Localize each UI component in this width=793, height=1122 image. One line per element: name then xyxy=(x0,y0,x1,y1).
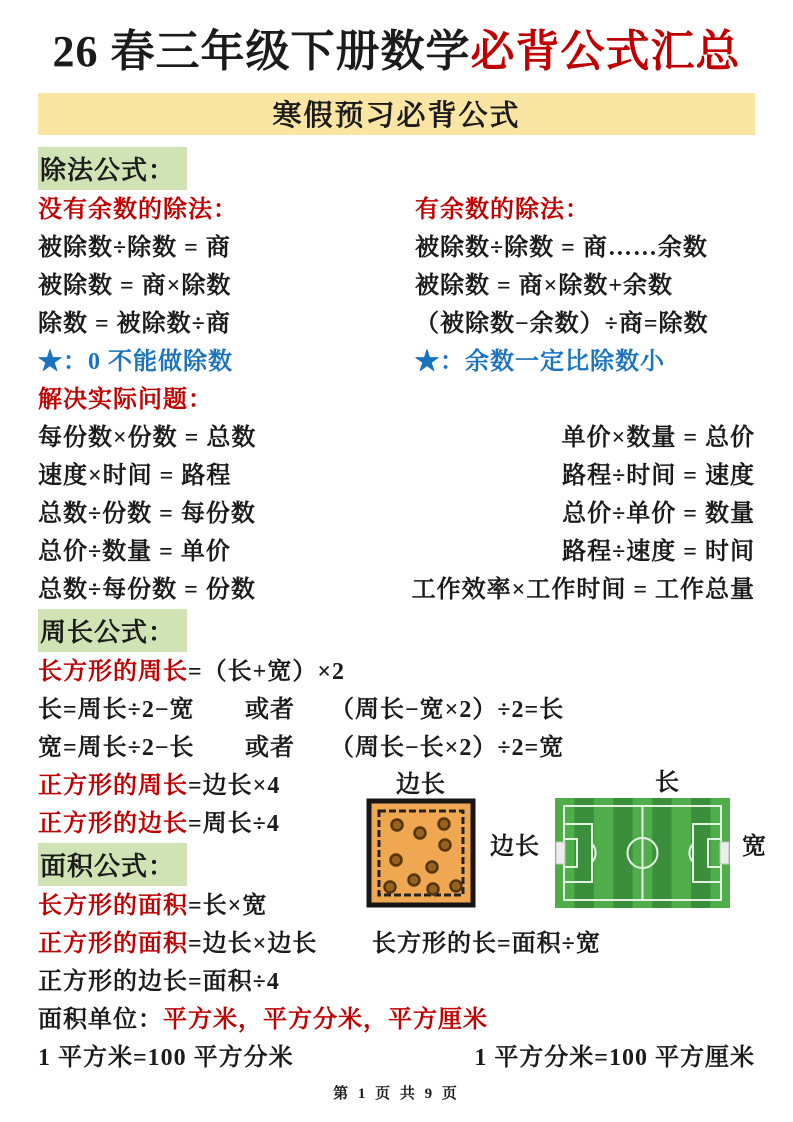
formula: （周长−宽×2）÷2=长 xyxy=(330,697,565,724)
formula: 工作效率×工作时间 = 工作总量 xyxy=(411,577,755,604)
division-formula-row xyxy=(38,264,755,302)
formula: 长=周长÷2−宽 xyxy=(38,697,195,724)
division-note-row xyxy=(38,340,755,378)
formula: =长×宽 xyxy=(188,893,268,920)
section-heading-area: 面积公式： xyxy=(38,843,187,886)
formula: （被除数−余数）÷商=除数 xyxy=(415,311,709,338)
division-heading-row xyxy=(38,150,755,188)
section-heading-perimeter: 周长公式： xyxy=(38,609,187,652)
formula-label: 长方形的周长 xyxy=(38,659,188,686)
practical-heading-row xyxy=(38,378,755,416)
formula: 长方形的长=面积÷宽 xyxy=(372,931,601,958)
width-formula-row xyxy=(38,726,755,764)
formula: 被除数 = 商×除数+余数 xyxy=(415,273,674,300)
formula: 总价÷单价 = 数量 xyxy=(562,501,755,528)
formula-label: 正方形的边长 xyxy=(38,811,188,838)
formula: 被除数÷除数 = 商……余数 xyxy=(415,235,708,262)
division-formula-row xyxy=(38,226,755,264)
practical-row xyxy=(38,454,755,492)
formula-label: 正方形的面积 xyxy=(38,931,188,958)
or-word: 或者 xyxy=(245,735,295,762)
section-heading-division: 除法公式： xyxy=(38,147,187,190)
note-remainder-smaller: ★：余数一定比除数小 xyxy=(415,349,665,376)
perimeter-heading-row xyxy=(38,612,755,650)
note-zero-divisor: ★：0 不能做除数 xyxy=(38,349,233,376)
practical-row xyxy=(38,530,755,568)
formula: 被除数 = 商×除数 xyxy=(38,273,232,300)
formula: =（长+宽）×2 xyxy=(188,659,346,686)
field-side-label: 宽 xyxy=(742,834,767,860)
square-side-area-row xyxy=(38,960,755,998)
formula: 被除数÷除数 = 商 xyxy=(38,235,231,262)
formula: 路程÷时间 = 速度 xyxy=(562,463,755,490)
formula: 1 平方分米=100 平方厘米 xyxy=(474,1045,755,1072)
content xyxy=(0,150,793,1074)
section-heading-practical: 解决实际问题： xyxy=(38,387,213,414)
formula: 路程÷速度 = 时间 xyxy=(562,539,755,566)
formula: 除数 = 被除数÷商 xyxy=(38,311,231,338)
page-title xyxy=(0,0,793,79)
square-cookie-figure xyxy=(366,798,476,908)
formula: 总数÷每份数 = 份数 xyxy=(38,577,256,604)
units-label: 面积单位： xyxy=(38,1007,163,1034)
formula-label: 长方形的面积 xyxy=(38,893,188,920)
with-remainder-subheading: 有余数的除法： xyxy=(415,197,590,224)
square-side-label: 边长 xyxy=(490,834,540,860)
or-word: 或者 xyxy=(245,697,295,724)
practical-row xyxy=(38,416,755,454)
division-formula-row xyxy=(38,302,755,340)
title-red-part: 必背公式汇总 xyxy=(470,27,741,76)
banner xyxy=(38,93,755,135)
formula: 每份数×份数 = 总数 xyxy=(38,425,257,452)
unit-conversion-row xyxy=(38,1036,755,1074)
formula: 1 平方米=100 平方分米 xyxy=(38,1045,294,1072)
page-number: 第 1 页 共 9 页 xyxy=(333,1085,460,1102)
formula: 总数÷份数 = 每份数 xyxy=(38,501,256,528)
formula: 总价÷数量 = 单价 xyxy=(38,539,231,566)
practical-row xyxy=(38,568,755,606)
formula: （周长−长×2）÷2=宽 xyxy=(330,735,565,762)
area-units-row xyxy=(38,998,755,1036)
square-area-row xyxy=(38,922,755,960)
formula: 宽=周长÷2−长 xyxy=(38,735,195,762)
formula: 速度×时间 = 路程 xyxy=(38,463,232,490)
square-top-label: 边长 xyxy=(396,772,446,798)
formula: 正方形的边长=面积÷4 xyxy=(38,969,280,996)
units-value: 平方米，平方分米，平方厘米 xyxy=(163,1007,488,1034)
formula: =周长÷4 xyxy=(188,811,280,838)
division-subheading-row xyxy=(38,188,755,226)
square-area-formula xyxy=(38,923,372,958)
rect-perimeter-row xyxy=(38,650,755,688)
formula: =边长×边长 xyxy=(188,931,318,958)
football-field-figure xyxy=(555,798,730,908)
formula: 单价×数量 = 总价 xyxy=(561,425,755,452)
field-top-label: 长 xyxy=(655,770,680,796)
no-remainder-subheading: 没有余数的除法： xyxy=(38,197,238,224)
length-formula-row xyxy=(38,688,755,726)
title-black-part: 26 春三年级下册数学 xyxy=(52,27,471,76)
practical-row xyxy=(38,492,755,530)
formula: =边长×4 xyxy=(188,773,281,800)
banner-text: 寒假预习必背公式 xyxy=(272,100,521,133)
formula-label: 正方形的周长 xyxy=(38,773,188,800)
